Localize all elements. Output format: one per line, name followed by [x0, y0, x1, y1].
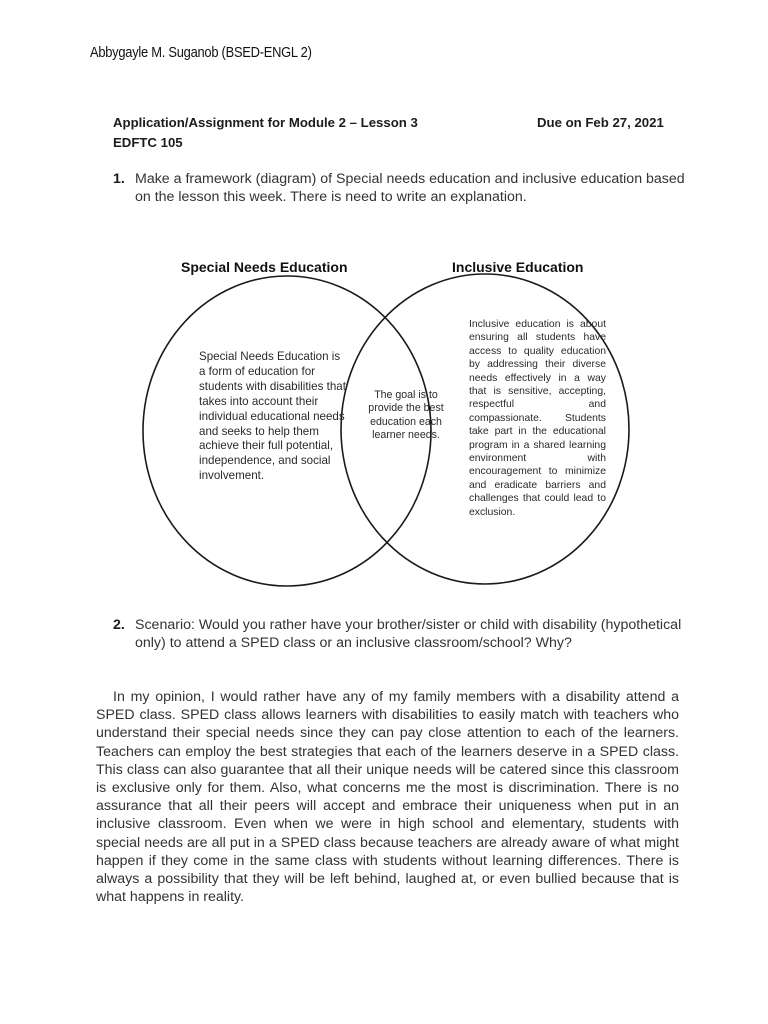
question-2: [113, 616, 688, 652]
due-date: Due on Feb 27, 2021: [537, 115, 664, 130]
question-number: 1.: [113, 171, 125, 187]
question-text: Scenario: Would you rather have your brother/sister or child with disability (hypothetical only) to attend a SPED class or an inclusive classroom/school? Why?: [135, 617, 682, 651]
question-number: 2.: [113, 617, 125, 633]
answer-paragraph: In my opinion, I would rather have any of my family members with a disability attend a SPED class. SPED class allows learners with disabilities to easily match with teachers who understand their special needs since they can pay close attention to each of the learners. Teachers can employ the best strategies that each of the learners deserve in a SPED class. This class can also guarantee that all their unique needs will be catered since this classroom is exclusive only for them. Also, what concerns me the most is discrimination. There is no assurance that all their peers will accept and embrace their uniqueness when put in an inclusive classroom. Even when we were in high school and elementary, students with special needs are all put in a SPED class because teachers are already aware of what might happen if they come in the same class with students without learning differences. There is always a possibility that they will be left behind, laughed at, or even bullied because that is what happens in reality.: [96, 689, 679, 906]
course-code: EDFTC 105: [113, 135, 183, 150]
venn-left-text: Special Needs Education is a form of education for students with disabilities that takes into account their individual educational needs and seeks to help them achieve their full potential, independence, and social involvement.: [199, 350, 346, 483]
venn-right-title: Inclusive Education: [452, 259, 584, 275]
venn-right-text: Inclusive education is about ensuring all students have access to quality education by addressing their diverse needs effectively in a way that is sensitive, accepting, respectful and compassionate. Students take part in the educational program in a shared learning environment with encouragement to minimize and eradicate barriers and challenges that could lead to exclusion.: [469, 319, 606, 518]
assignment-title: Application/Assignment for Module 2 – Lesson 3: [113, 115, 418, 130]
author-line: Abbygayle M. Suganob (BSED-ENGL 2): [90, 44, 312, 61]
venn-overlap-text: The goal is to provide the best education each learner needs.: [368, 389, 444, 442]
question-text: Make a framework (diagram) of Special needs education and inclusive education based on the lesson this week. There is need to write an explanation.: [135, 171, 685, 205]
venn-left-title: Special Needs Education: [181, 259, 348, 275]
